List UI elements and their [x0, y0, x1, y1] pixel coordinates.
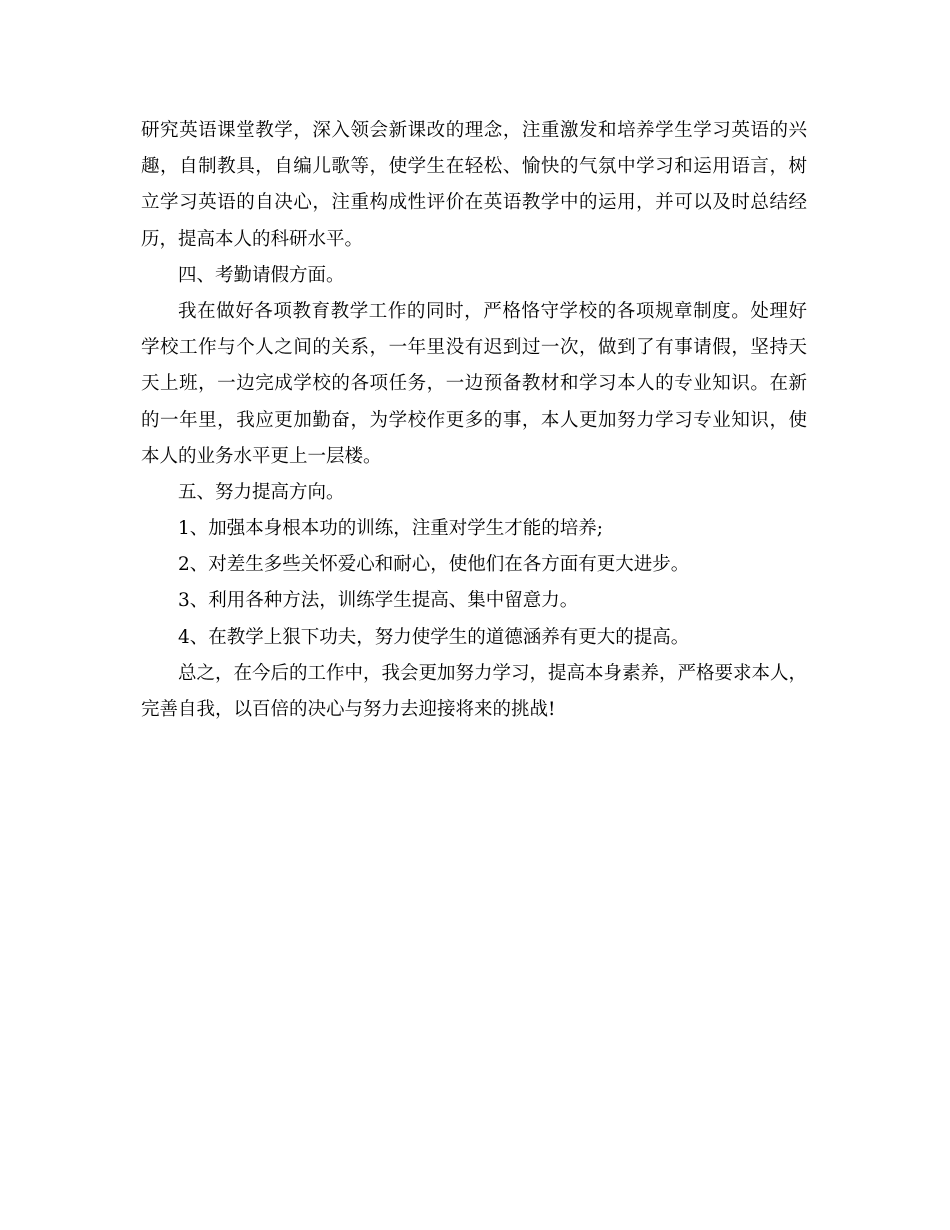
text-line: 的一年里，我应更加勤奋，为学校作更多的事，本人更加努力学习专业知识，使: [141, 409, 807, 431]
text-line: 我在做好各项教育教学工作的同时，严格恪守学校的各项规章制度。处理好: [178, 300, 807, 322]
list-item: 1、加强本身根本功的训练，注重对学生才能的培养;: [178, 518, 604, 540]
text-line: 趣，自制教具，自编儿歌等，使学生在轻松、愉快的气氛中学习和运用语言，树: [141, 156, 807, 178]
text-line: 历，提高本人的科研水平。: [141, 228, 364, 250]
list-item: 2、对差生多些关怀爱心和耐心，使他们在各方面有更大进步。: [178, 554, 690, 576]
list-item: 4、在教学上狠下功夫，努力使学生的道德涵养有更大的提高。: [178, 626, 690, 648]
text-line: 研究英语课堂教学，深入领会新课改的理念，注重激发和培养学生学习英语的兴: [141, 120, 807, 141]
text-line: 总之，在今后的工作中，我会更加努力学习，提高本身素养，严格要求本人，: [178, 662, 808, 684]
text-line: 立学习英语的自决心，注重构成性评价在英语教学中的运用，并可以及时总结经: [141, 192, 807, 214]
text-line: 完善自我，以百倍的决心与努力去迎接将来的挑战!: [141, 699, 556, 720]
section-heading: 五、努力提高方向。: [178, 481, 345, 503]
document-body: [141, 113, 807, 728]
list-item: 3、利用各种方法，训练学生提高、集中留意力。: [178, 590, 579, 612]
text-line: 本人的业务水平更上一层楼。: [141, 445, 382, 467]
text-line: 学校工作与个人之间的关系，一年里没有迟到过一次，做到了有事请假，坚持天: [141, 337, 807, 359]
section-heading: 四、考勤请假方面。: [178, 264, 345, 286]
text-line: 天上班，一边完成学校的各项任务，一边预备教材和学习本人的专业知识。在新: [141, 373, 807, 395]
